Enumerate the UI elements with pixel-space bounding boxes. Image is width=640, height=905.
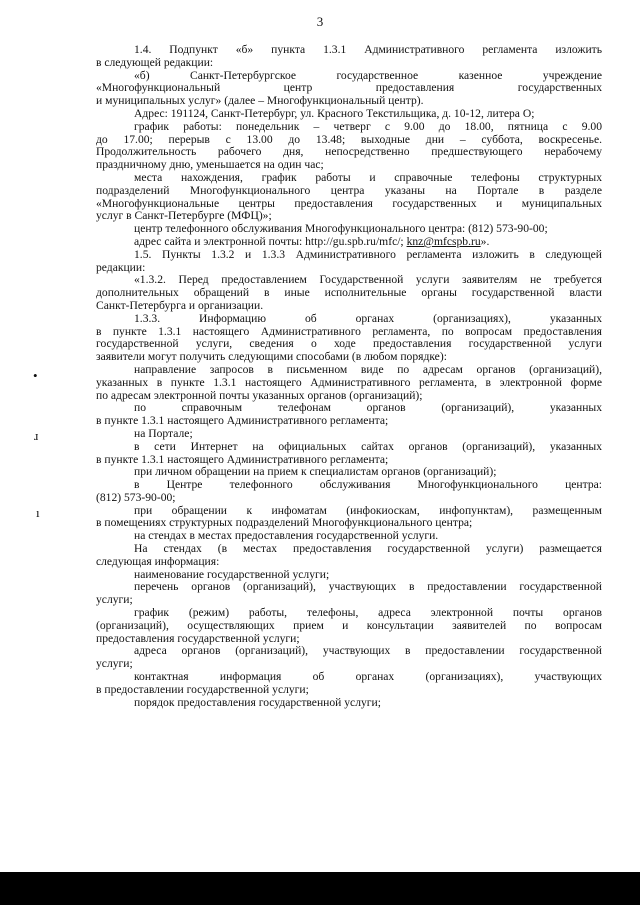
document-body: [96, 44, 602, 709]
text-line: 1.3.3. Информацию об органах (организациях), указанных: [134, 312, 602, 325]
page-number: 3: [316, 14, 324, 29]
text-line: редакции:: [96, 261, 146, 274]
text-line: праздничному дню, уменьшается на один час;: [96, 159, 324, 172]
text-line: в пункте 1.3.1 настоящего Административного регламента;: [96, 415, 389, 428]
text-line: направление запросов в письменном виде по адресам органов (организаций),: [134, 363, 602, 376]
text-line: порядок предоставления государственной услуги;: [134, 696, 381, 709]
text-line: услуги;: [96, 594, 133, 607]
text-line: на Портале;: [134, 427, 193, 440]
text-line: услуги;: [96, 658, 133, 671]
text-line: график (режим) работы, телефоны, адреса электронной почты органов: [134, 607, 602, 620]
text-line: следующая информация:: [96, 555, 220, 568]
margin-mark: ɹ: [34, 428, 39, 443]
text-line: [96, 236, 602, 249]
text-line: в пункте 1.3.1 настоящего Административного регламента;: [96, 453, 389, 466]
site-address-text: адрес сайта и электронной почты: http://gu.spb.ru/mfc/;: [134, 235, 404, 248]
text-line: центр телефонного обслуживания Многофункционального центра: (812) 573-90-00;: [134, 223, 548, 236]
text-line: (организаций), осуществляющих прием и консультации заявителей по вопросам: [96, 619, 602, 632]
text-line: указанных в пункте 1.3.1 настоящего Административного регламента, в электронной форме: [96, 376, 602, 389]
text-line: «Многофункциональный центр предоставления государственных: [96, 82, 602, 95]
text-line: государственной услуги, сведения о ходе предоставления государственной услуги: [96, 338, 602, 351]
text-line: по справочным телефонам органов (организаций), указанных: [134, 402, 602, 415]
text-line: при личном обращении на прием к специалистам органов (организаций);: [134, 466, 497, 479]
text-line: заявители могут получить следующими способами (в любом порядке):: [96, 351, 447, 364]
text-line: «1.3.2. Перед предоставлением Государственной услуги заявителям не требуется: [134, 274, 602, 287]
text-line: (812) 573-90-00;: [96, 491, 176, 504]
margin-mark: •: [33, 368, 38, 383]
text-line: перечень органов (организаций), участвующих в предоставлении государственной: [134, 581, 602, 594]
text-line: Продолжительность рабочего дня, непосредственно предшествующего нерабочему: [96, 146, 602, 159]
text-line: места нахождения, график работы и справочные телефоны структурных: [134, 171, 602, 184]
email-link[interactable]: knz@mfcspb.ru: [406, 235, 481, 248]
margin-mark: ı: [36, 505, 40, 520]
text-line: до 17.00; перерыв с 13.00 до 13.48; выходные дни – суббота, воскресенье.: [96, 133, 602, 146]
text-line: в пункте 1.3.1 настоящего Административного регламента, по вопросам предоставления: [96, 325, 602, 338]
text-line: при обращении к инфоматам (инфокиоскам, инфопунктам), размещенным: [134, 504, 602, 517]
text-line: адреса органов (организаций), участвующих в предоставлении государственной: [134, 645, 602, 658]
text-line: в следующей редакции:: [96, 56, 214, 69]
text-line: по адресам электронной почты указанных органов (организаций);: [96, 389, 423, 402]
text-line: наименование государственной услуги;: [134, 568, 330, 581]
text-line: «Многофункциональные центры предоставления государственных и муниципальных: [96, 197, 602, 210]
text-line: предоставления государственной услуги;: [96, 632, 300, 645]
text-line: Санкт-Петербурга и организации.: [96, 299, 264, 312]
text-line: услуг в Санкт-Петербурге (МФЦ)»;: [96, 210, 272, 223]
scan-bottom-border: [0, 872, 640, 905]
text-fragment: ».: [480, 235, 490, 248]
text-line: график работы: понедельник – четверг с 9.00 до 18.00, пятница с 9.00: [134, 120, 602, 133]
text-line: на стендах в местах предоставления государственной услуги.: [134, 530, 439, 543]
text-line: контактная информация об органах (организациях), участвующих: [134, 671, 602, 684]
text-line: и муниципальных услуг» (далее – Многофункциональный центр).: [96, 95, 424, 108]
text-line: Адрес: 191124, Санкт-Петербург, ул. Красного Текстильщика, д. 10-12, литера О;: [134, 107, 535, 120]
text-line: в помещениях структурных подразделений Многофункционального центра;: [96, 517, 473, 530]
text-line: 1.5. Пункты 1.3.2 и 1.3.3 Административного регламента изложить в следующей: [134, 248, 602, 261]
text-line: На стендах (в местах предоставления государственной услуги) размещается: [134, 543, 602, 556]
text-line: «б) Санкт-Петербургское государственное казенное учреждение: [134, 69, 602, 82]
text-line: 1.4. Подпункт «б» пункта 1.3.1 Административного регламента изложить: [134, 44, 602, 56]
text-line: в предоставлении государственной услуги;: [96, 683, 309, 696]
text-line: в сети Интернет на официальных сайтах органов (организаций), указанных: [134, 440, 602, 453]
text-line: дополнительных обращений в иные исполнительные органы государственной власти: [96, 287, 602, 300]
text-line: в Центре телефонного обслуживания Многофункционального центра:: [134, 479, 602, 492]
text-line: подразделений Многофункционального центра указаны на Портале в разделе: [96, 184, 602, 197]
